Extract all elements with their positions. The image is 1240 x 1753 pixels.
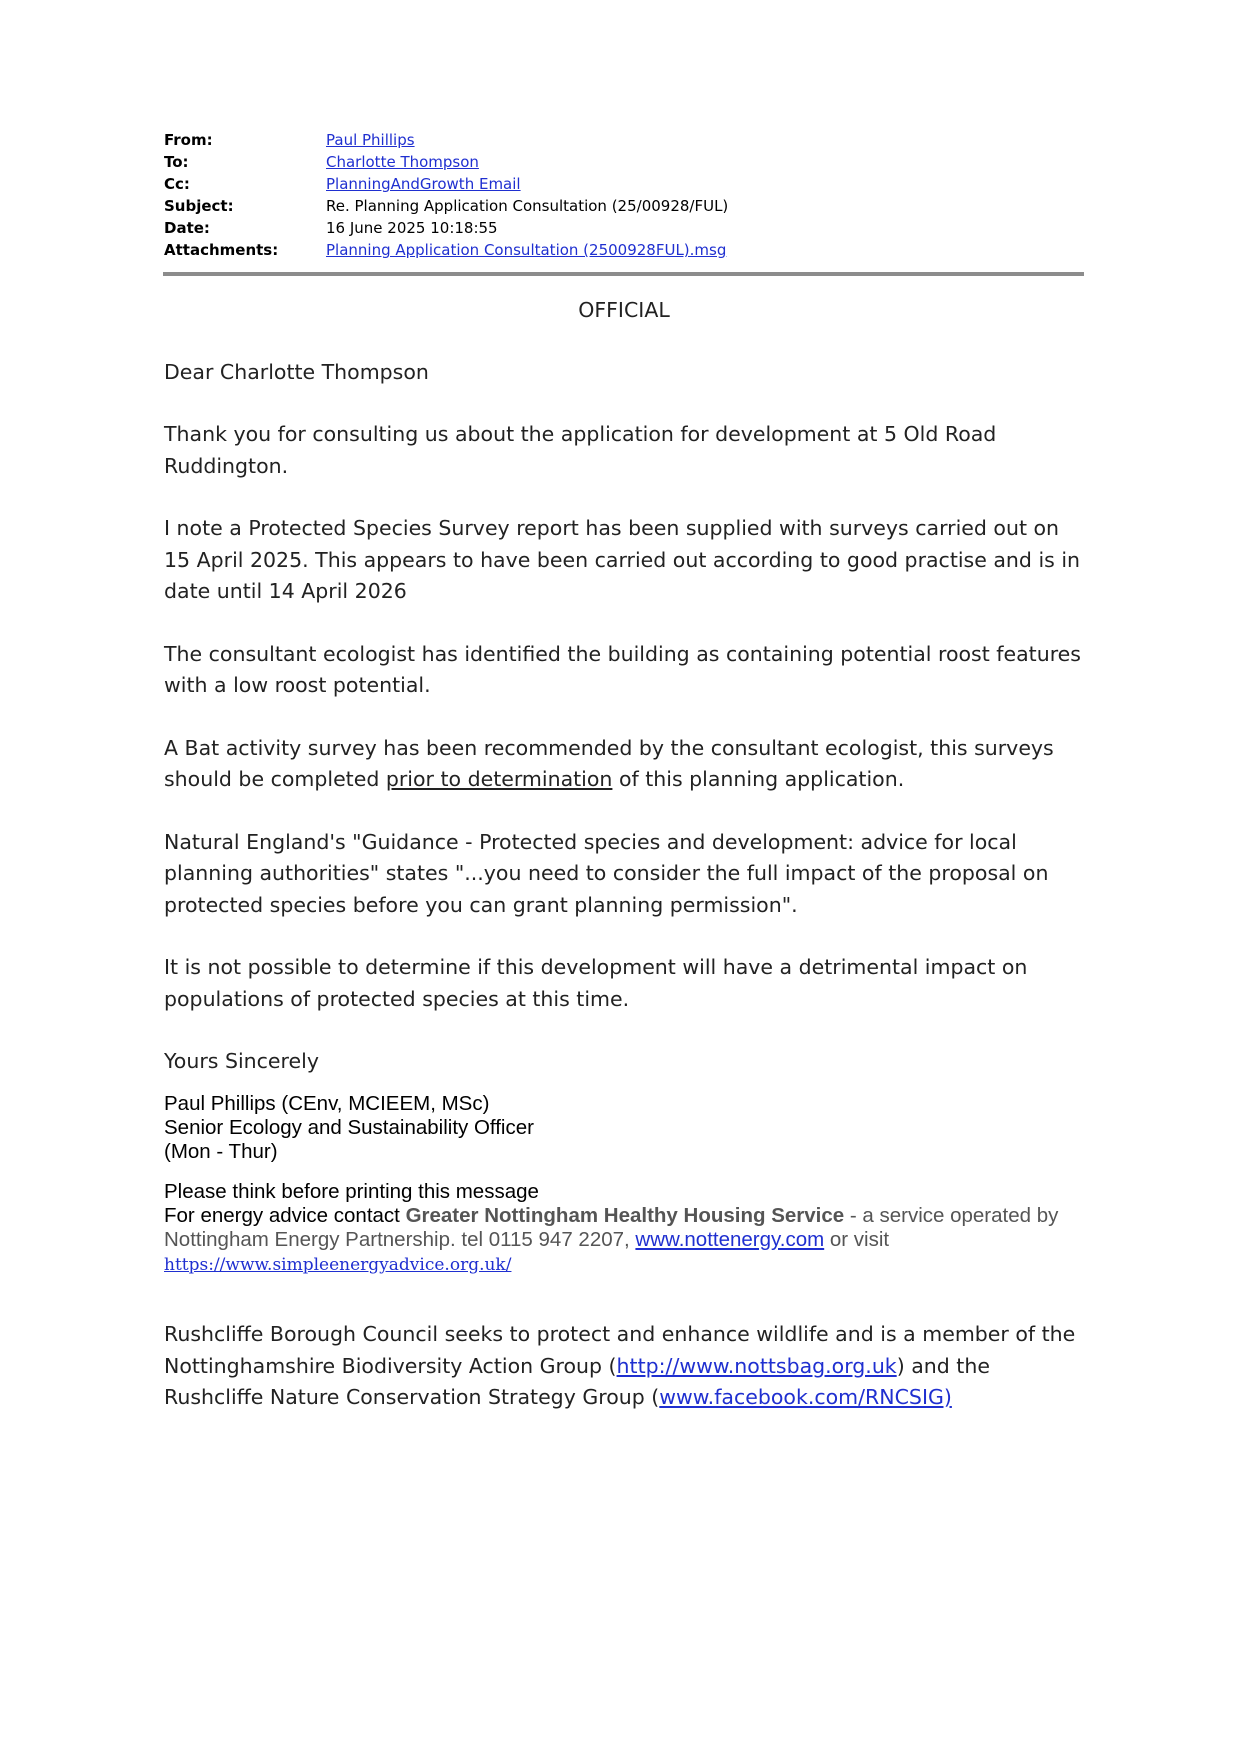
subject-label: Subject:	[164, 197, 234, 215]
cc-row	[164, 173, 1084, 195]
energy-suffix: or visit	[824, 1228, 890, 1251]
email-body	[164, 295, 1084, 1109]
attachments-label: Attachments:	[164, 241, 279, 259]
nottsbag-link[interactable]: http://www.nottsbag.org.uk	[616, 1353, 897, 1378]
paragraph-6: It is not possible to determine if this development will have a detrimental impact on populations of protected species at this time.	[164, 955, 1028, 1011]
energy-middle: - a service operated by Nottingham Energy Partnership. tel 0115 947 2207,	[164, 1204, 1059, 1251]
date-value: 16 June 2025 10:18:55	[326, 219, 498, 237]
date-row	[164, 217, 1084, 239]
to-row	[164, 151, 1084, 173]
cc-label: Cc:	[164, 175, 190, 193]
cc-link[interactable]: PlanningAndGrowth Email	[326, 175, 521, 193]
print-notice: Please think before printing this message	[164, 1180, 539, 1203]
paragraph-3: The consultant ecologist has identified the building as containing potential roost features with a low roost potential.	[164, 641, 1081, 697]
footer-text-middle: ) and the Rushcliffe Nature Conservation Strategy Group (	[164, 1353, 990, 1409]
signature-title: Senior Ecology and Sustainability Officer	[164, 1116, 534, 1139]
from-link[interactable]: Paul Phillips	[326, 131, 415, 149]
paragraph-4-end: of this planning application.	[612, 767, 905, 791]
attachments-row	[164, 239, 1084, 261]
footer-text-start: Rushcliffe Borough Council seeks to protect and enhance wildlife and is a member of the Nottinghamshire Biodiversity Action Group (	[164, 1322, 1076, 1378]
paragraph-4-start: A Bat activity survey has been recommended by the consultant ecologist, this surveys should be completed	[164, 735, 1054, 791]
to-link[interactable]: Charlotte Thompson	[326, 153, 479, 171]
footer-statement	[164, 1319, 1084, 1414]
energy-advice	[164, 1204, 1084, 1252]
signature-identity	[164, 1092, 1084, 1164]
advice-link-row	[164, 1252, 1084, 1277]
subject-value: Re. Planning Application Consultation (25/00928/FUL)	[326, 197, 729, 215]
paragraph-4-underlined: prior to determination	[385, 767, 613, 791]
paragraph-2: I note a Protected Species Survey report has been supplied with surveys carried out on 15 April 2025. This appears to have been carried out according to good practise and is in date until 14 April 2026	[164, 516, 1081, 603]
email-header	[164, 129, 1084, 261]
energy-service: Greater Nottingham Healthy Housing Service	[405, 1204, 845, 1227]
closing: Yours Sincerely	[164, 1049, 319, 1073]
subject-row	[164, 195, 1084, 217]
facebook-rncsig-link[interactable]: www.facebook.com/RNCSIG)	[659, 1385, 952, 1409]
to-label: To:	[164, 153, 189, 171]
from-row	[164, 129, 1084, 151]
paragraph-5: Natural England's "Guidance - Protected species and development: advice for local planning authorities" states "...you need to consider the full impact of the proposal on protected species before you can grant planning permission".	[164, 829, 1049, 917]
paragraph-1: Thank you for consulting us about the application for development at 5 Old Road Ruddington.	[164, 422, 997, 478]
signature-name: Paul Phillips (CEnv, MCIEEM, MSc)	[164, 1092, 490, 1115]
classification-label: OFFICIAL	[578, 298, 670, 322]
from-label: From:	[164, 131, 213, 149]
attachment-link[interactable]: Planning Application Consultation (2500928FUL).msg	[326, 241, 727, 259]
date-label: Date:	[164, 219, 210, 237]
greeting: Dear Charlotte Thompson	[164, 359, 429, 384]
signature-block	[164, 1092, 1084, 1277]
simple-energy-advice-link[interactable]: https://www.simpleenergyadvice.org.uk/	[164, 1255, 512, 1275]
paragraph-4	[164, 733, 1084, 796]
nottenergy-link[interactable]: www.nottenergy.com	[635, 1228, 825, 1251]
header-divider	[163, 272, 1084, 276]
signature-days: (Mon - Thur)	[164, 1140, 278, 1163]
energy-prefix: For energy advice contact	[164, 1204, 406, 1227]
